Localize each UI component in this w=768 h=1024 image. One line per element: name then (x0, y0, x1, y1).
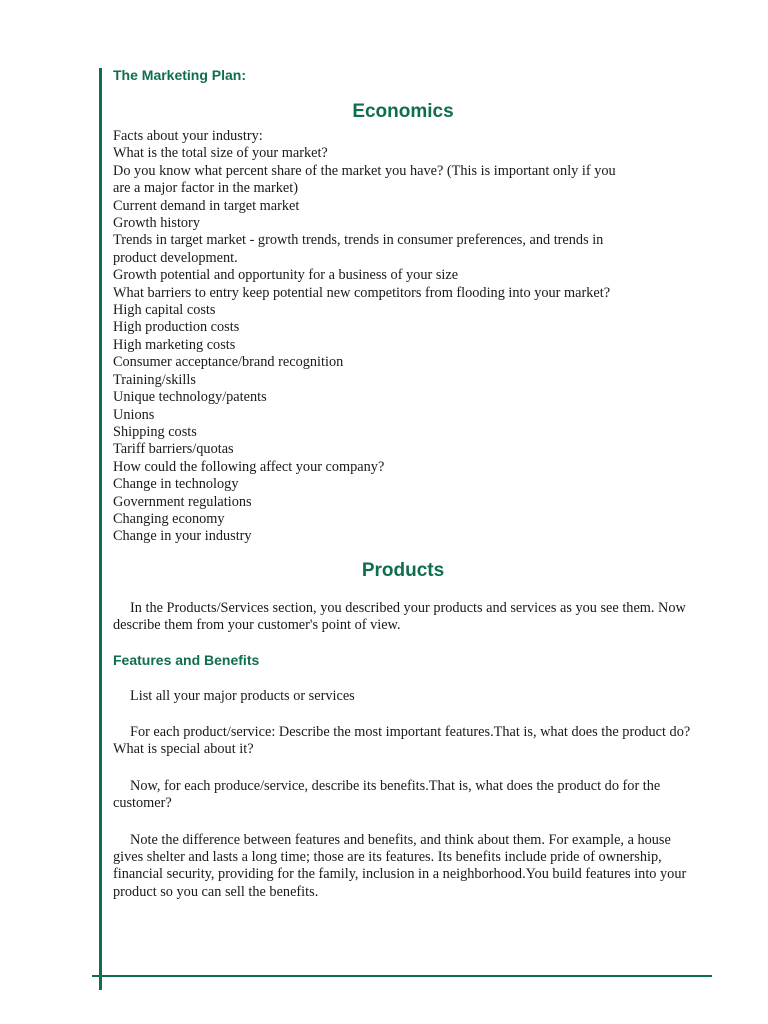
economics-line: are a major factor in the market) (113, 180, 298, 197)
economics-line: Government regulations (113, 493, 252, 510)
left-margin-rule (99, 68, 102, 990)
economics-line: Consumer acceptance/brand recognition (113, 354, 344, 371)
economics-line: Shipping costs (113, 423, 197, 440)
economics-line: What is the total size of your market? (113, 145, 328, 162)
economics-line: How could the following affect your company? (113, 458, 385, 475)
economics-line: Unique technology/patents (113, 389, 267, 406)
products-paragraph: Note the difference between features and benefits, and think about them. For example, a house gives shelter and lasts a long time; those are its features. Its benefits include pride of ownership, financial security, providing for the family, inclusion in a neighborhood.You build features into your product so you can sell the benefits. (113, 831, 687, 900)
products-intro: In the Products/Services section, you described your products and services as you see them. Now describe them from your customer's point of view. (113, 599, 686, 634)
economics-line: High marketing costs (113, 336, 236, 353)
economics-line: Growth history (113, 215, 200, 232)
section-label: The Marketing Plan: (113, 67, 247, 83)
economics-line: Change in your industry (113, 528, 252, 545)
economics-line: product development. (113, 249, 238, 266)
products-paragraph: For each product/service: Describe the most important features.That is, what does the product do? What is special about it? (113, 723, 691, 758)
products-paragraph: Now, for each produce/service, describe its benefits.That is, what does the product do for the customer? (113, 777, 661, 812)
economics-line: Tariff barriers/quotas (113, 441, 234, 458)
products-heading: Products (361, 559, 445, 581)
bottom-rule (92, 975, 712, 977)
economics-line: What barriers to entry keep potential new competitors from flooding into your market? (113, 284, 611, 301)
products-paragraph: List all your major products or services (130, 687, 355, 704)
features-benefits-heading: Features and Benefits (113, 651, 260, 668)
economics-list (113, 128, 693, 546)
page-content (113, 66, 693, 901)
economics-line: Changing economy (113, 510, 225, 527)
economics-line: Unions (113, 406, 155, 423)
economics-line: Change in technology (113, 476, 239, 493)
economics-line: Growth potential and opportunity for a business of your size (113, 267, 459, 284)
economics-line: High production costs (113, 319, 240, 336)
economics-line: High capital costs (113, 302, 216, 319)
economics-line: Trends in target market - growth trends, trends in consumer preferences, and trends in (113, 232, 604, 249)
economics-line: Do you know what percent share of the market you have? (This is important only if you (113, 162, 616, 179)
economics-line: Training/skills (113, 371, 196, 388)
economics-heading: Economics (352, 101, 454, 122)
economics-line: Facts about your industry: (113, 128, 263, 144)
economics-line: Current demand in target market (113, 197, 300, 214)
